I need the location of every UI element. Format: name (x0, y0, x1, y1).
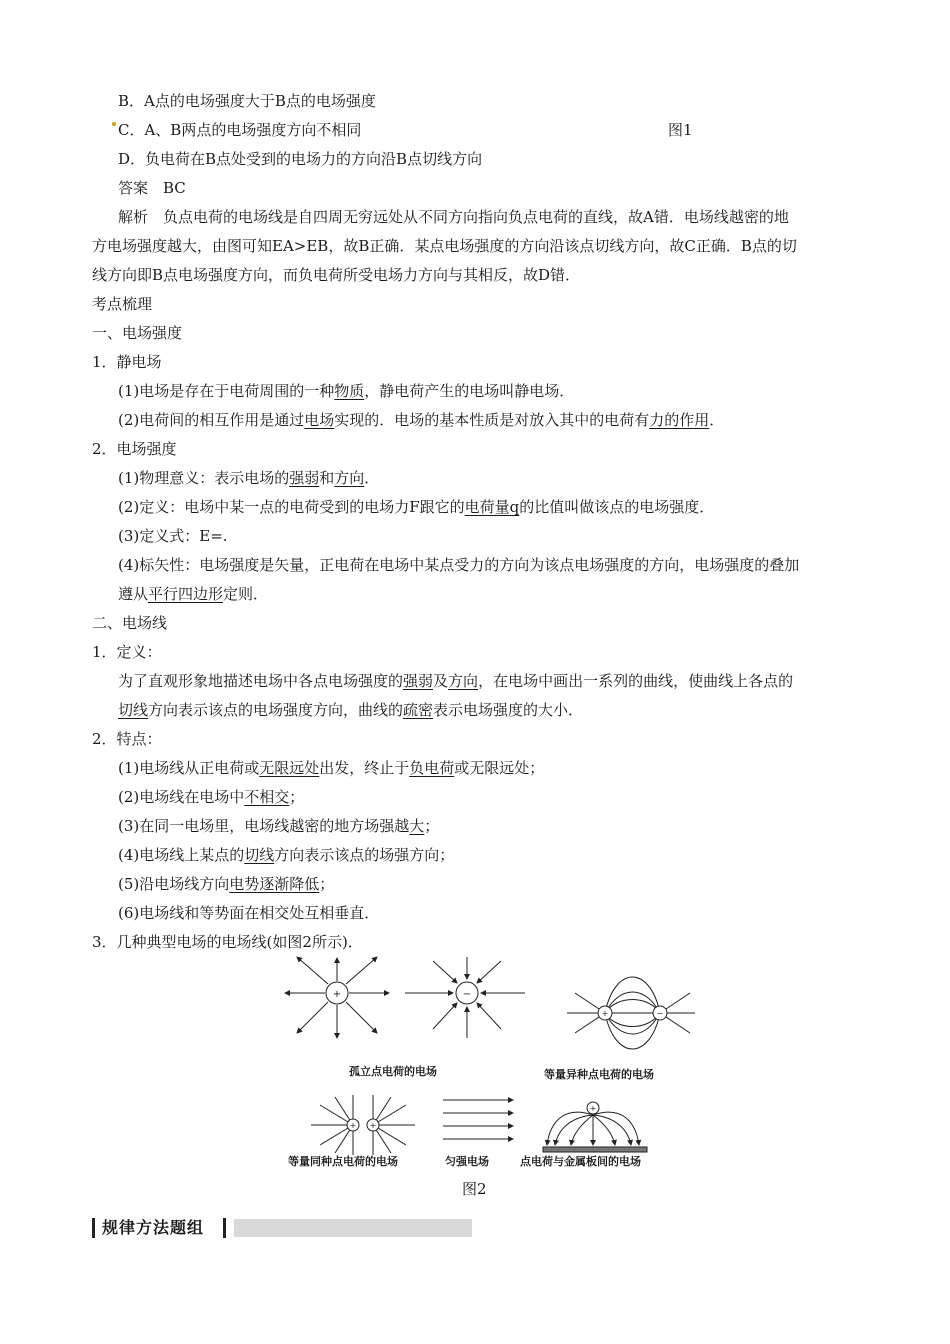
kaodian-heading: 考点梳理 (92, 295, 153, 313)
text: ，静电荷产生的电场叫静电场． (364, 382, 575, 400)
text: 方向表示该点的场强方向； (274, 846, 455, 864)
feature-2 (118, 786, 304, 808)
marker-dot (112, 122, 116, 126)
text: 表示电场强度的大小． (433, 701, 584, 719)
text: ，在电场中画出一系列的曲线，使曲线上各点的 (478, 672, 794, 690)
static-field-heading: 1．静电场 (92, 353, 162, 371)
text: 方向表示该点的电场强度方向，曲线的 (148, 701, 404, 719)
field-strength-2 (118, 496, 714, 518)
feature-5 (118, 873, 334, 895)
definition-heading: 1．定义： (92, 643, 162, 661)
charge-plate-field (547, 1112, 639, 1145)
underlined-term: 疏密 (403, 701, 434, 719)
definition-1 (118, 670, 793, 692)
feature-6: (6)电场线和等势面在相交处互相垂直． (118, 904, 380, 922)
caption-uniform: 匀强电场 (445, 1155, 489, 1168)
text: 定则． (223, 585, 269, 603)
feature-1 (118, 757, 544, 779)
field-strength-4: (4)标矢性：电场强度是矢量，正电荷在电场中某点受力的方向为该点电场强度的方向，电场强度的叠加 (118, 556, 800, 574)
figure-2-diagram (275, 955, 695, 1170)
text: ． (709, 411, 725, 429)
static-field-1 (118, 380, 574, 402)
text: ． (364, 469, 380, 487)
plus-sign: + (349, 1121, 357, 1130)
unlike-charges-field (567, 977, 695, 1049)
underlined-term: 平行四边形 (148, 585, 224, 603)
section-1-heading: 一、电场强度 (92, 324, 183, 342)
option-c: C．A、B两点的电场强度方向不相同 (118, 121, 362, 139)
text: ； (424, 817, 440, 835)
option-d: D．负电荷在B点处受到的电场力的方向沿B点切线方向 (118, 150, 483, 168)
text: 实现的．电场的基本性质是对放入其中的电荷有 (334, 411, 650, 429)
underlined-term: 方向 (448, 672, 479, 690)
figure-2-label: 图2 (462, 1180, 487, 1198)
uniform-field (443, 1100, 513, 1139)
underlined-term: 力的作用 (649, 411, 710, 429)
text: (5)沿电场线方向 (118, 875, 230, 893)
underlined-term: 方向 (334, 469, 365, 487)
text: (1)物理意义：表示电场的 (118, 469, 290, 487)
text: (2)定义：电场中某一点的电荷受到的电场力F跟它的 (118, 498, 465, 516)
underlined-term: 无限远处 (259, 759, 320, 777)
text: 及 (433, 672, 449, 690)
text: (1)电场是存在于电荷周围的一种 (118, 382, 335, 400)
figure-1-label: 图1 (668, 121, 693, 139)
caption-like: 等量同种点电荷的电场 (288, 1155, 398, 1168)
section-2-heading: 二、电场线 (92, 614, 168, 632)
text: (1)电场线从正电荷或 (118, 759, 260, 777)
header-bar-left (92, 1218, 95, 1238)
analysis-line-2: 方电场强度越大，由图可知EA>EB，故B正确．某点电场强度的方向沿该点切线方向，故C正确．B点的切 (92, 237, 797, 255)
underlined-term: 电荷量q (464, 498, 520, 516)
text: (2)电场线在电场中 (118, 788, 245, 806)
text: (4)电场线上某点的 (118, 846, 245, 864)
text: ； (289, 788, 305, 806)
analysis-line-1: 解析 负点电荷的电场线是自四周无穷远处从不同方向指向负点电荷的直线，故A错．电场线越密的地 (118, 208, 789, 226)
like-charges-field (311, 1095, 415, 1155)
underlined-term: 不相交 (244, 788, 290, 806)
underlined-term: 负电荷 (409, 759, 455, 777)
field-strength-3: (3)定义式：E=. (118, 527, 228, 545)
feature-4 (118, 844, 454, 866)
text: (2)电荷间的相互作用是通过 (118, 411, 305, 429)
text: 或无限远处； (454, 759, 545, 777)
text: 和 (319, 469, 335, 487)
plus-sign: + (332, 989, 342, 1000)
header-title: 规律方法题组 (102, 1218, 205, 1237)
features-heading: 2．特点： (92, 730, 162, 748)
underlined-term: 物质 (334, 382, 365, 400)
text: ； (319, 875, 335, 893)
underlined-term: 大 (409, 817, 425, 835)
text: 为了直观形象地描述电场中各点电场强度的 (118, 672, 404, 690)
underlined-term: 强弱 (289, 469, 320, 487)
caption-isolated: 孤立点电荷的电场 (349, 1065, 437, 1078)
minus-sign: − (462, 989, 472, 1000)
caption-plate: 点电荷与金属板间的电场 (520, 1155, 641, 1168)
answer: 答案 BC (118, 179, 186, 197)
header-gray-band (234, 1219, 472, 1237)
option-b: B．A点的电场强度大于B点的电场强度 (118, 92, 376, 110)
minus-sign: − (656, 1009, 664, 1018)
plus-sign: + (601, 1009, 609, 1018)
underlined-term: 电势逐渐降低 (229, 875, 320, 893)
text: 遵从 (118, 585, 149, 603)
method-section-header (92, 1216, 472, 1240)
header-bar-right (223, 1218, 226, 1238)
plus-sign: + (369, 1121, 377, 1130)
underlined-term: 切线 (244, 846, 275, 864)
plus-sign: + (589, 1104, 597, 1113)
field-strength-1 (118, 467, 379, 489)
field-strength-5 (118, 583, 268, 605)
text: (3)在同一电场里，电场线越密的地方场强越 (118, 817, 410, 835)
underlined-term: 电场 (304, 411, 335, 429)
static-field-2 (118, 409, 724, 431)
text: 出发，终止于 (319, 759, 410, 777)
caption-unlike: 等量异种点电荷的电场 (544, 1068, 654, 1081)
underlined-term: 强弱 (403, 672, 434, 690)
feature-3 (118, 815, 439, 837)
analysis-line-3: 线方向即B点电场强度方向，而负电荷所受电场力方向与其相反，故D错． (92, 266, 581, 284)
field-strength-heading: 2．电场强度 (92, 440, 177, 458)
definition-2 (118, 699, 583, 721)
text: 的比值叫做该点的电场强度． (519, 498, 715, 516)
underlined-term: 切线 (118, 701, 149, 719)
typical-fields-heading: 3．几种典型电场的电场线(如图2所示)． (92, 933, 363, 951)
